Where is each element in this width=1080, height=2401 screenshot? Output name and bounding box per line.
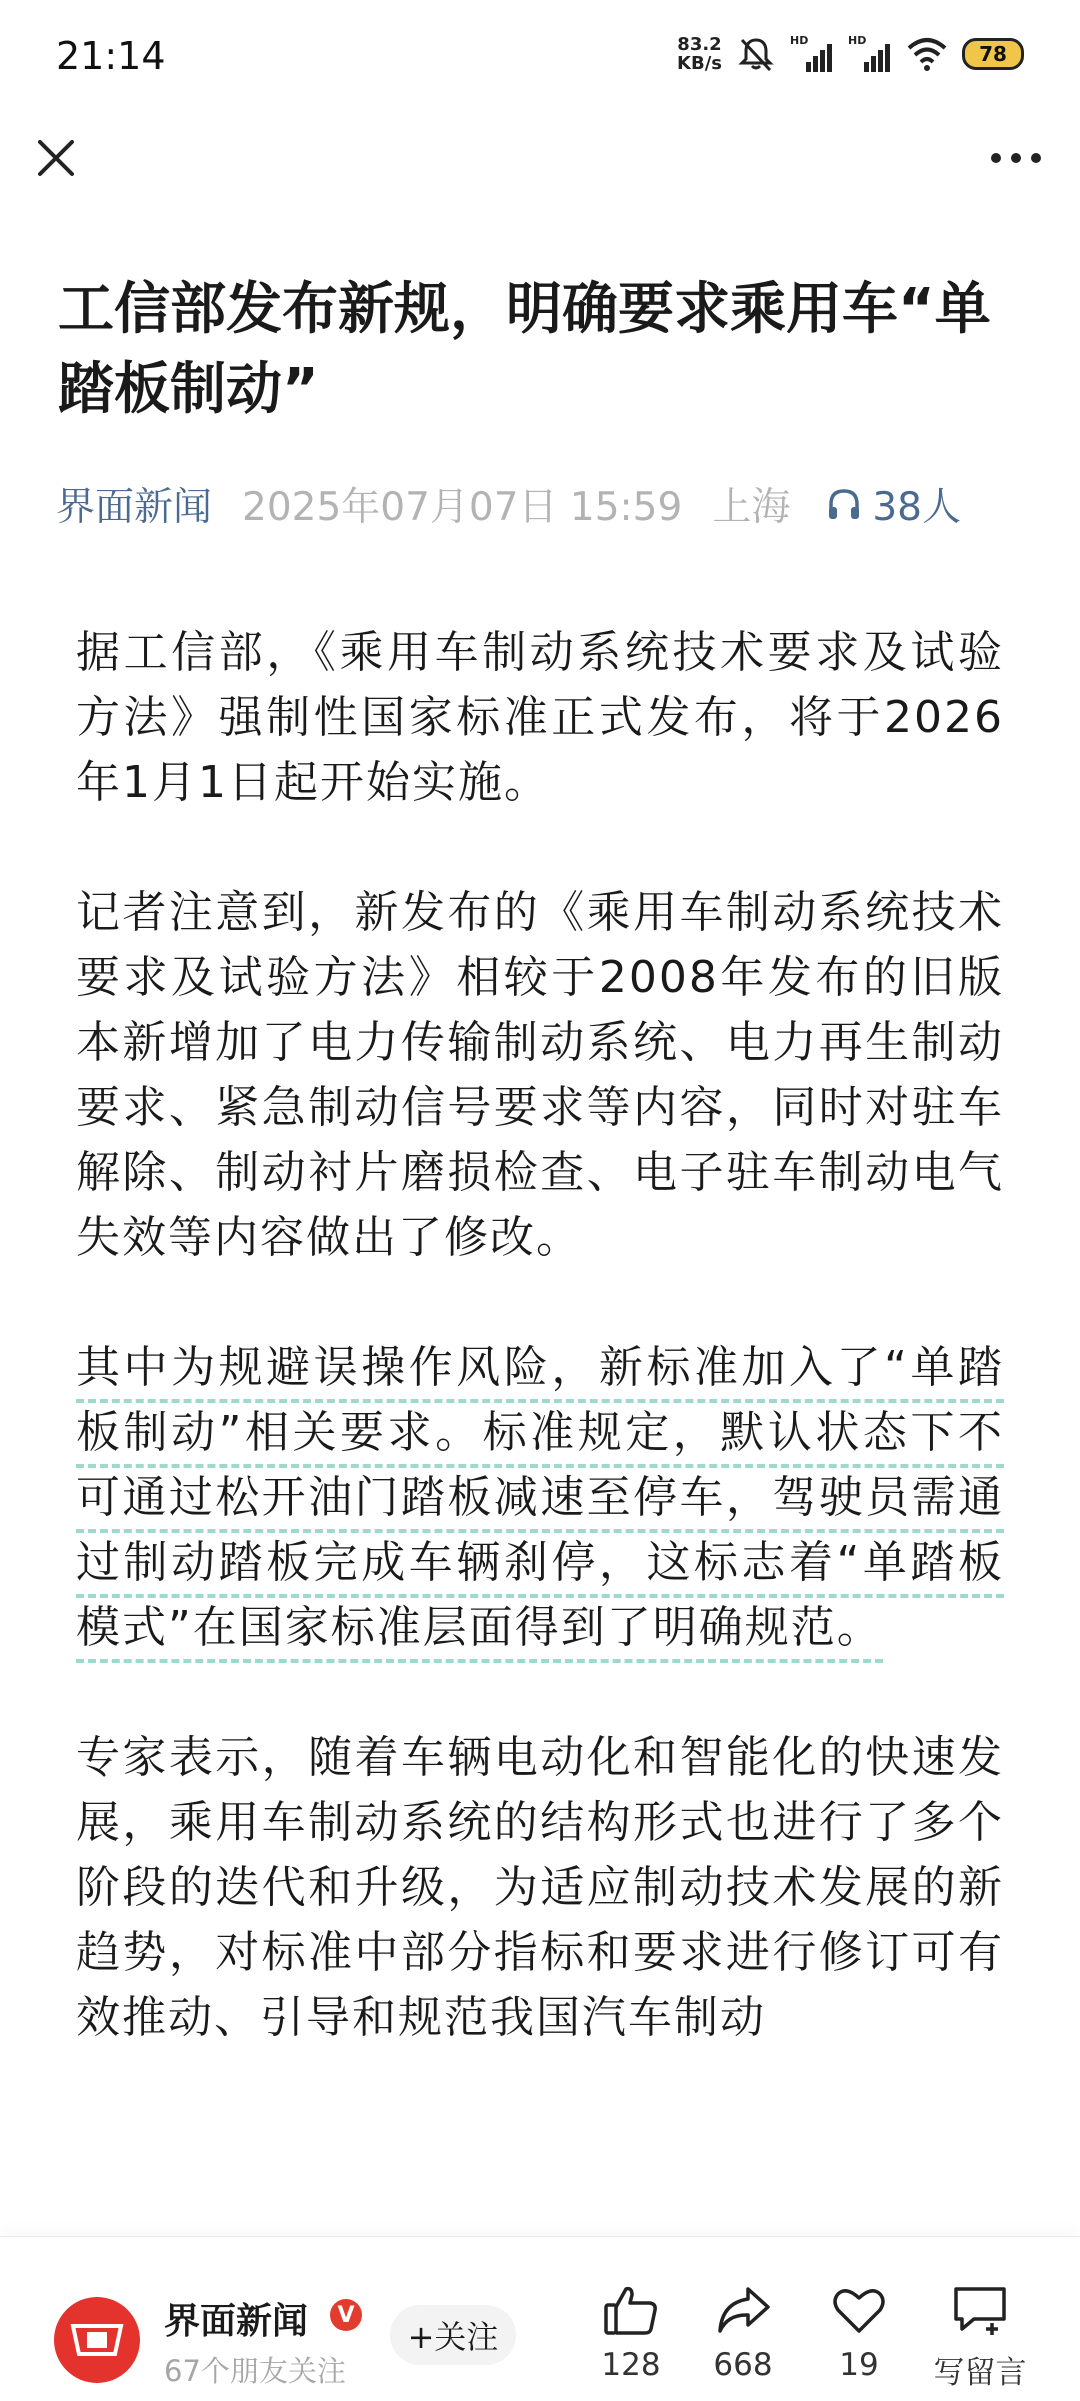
verified-badge-icon: V — [330, 2299, 362, 2331]
article-paragraph: 据工信部，《乘用车制动系统技术要求及试验方法》强制性国家标准正式发布，将于2026年1月1日起开始实施。 — [76, 627, 1004, 808]
more-icon — [980, 130, 1052, 186]
highlighted-paragraph[interactable] — [76, 1335, 1004, 1660]
battery-icon: 78 — [962, 38, 1024, 70]
bottom-bar — [0, 2236, 1080, 2401]
wifi-icon — [906, 36, 948, 72]
status-bar — [0, 0, 1080, 110]
more-button[interactable] — [980, 130, 1052, 186]
article-title: 工信部发布新规，明确要求乘用车“单踏板制动” — [58, 277, 991, 422]
headphones-icon — [826, 486, 862, 522]
net-speed: 83.2 KB/s — [677, 34, 722, 74]
article-source[interactable]: 界面新闻 — [56, 485, 213, 530]
status-time: 21:14 — [56, 34, 166, 78]
listen-button[interactable] — [826, 476, 961, 532]
like-button[interactable] — [576, 2283, 686, 2383]
share-button[interactable] — [688, 2283, 798, 2383]
brand-logo-icon — [69, 2320, 125, 2360]
article-paragraph: 专家表示，随着车辆电动化和智能化的快速发展，乘用车制动系统的结构形式也进行了多个阶段的迭代和升级，为适应制动技术发展的新趋势，对标准中部分指标和要求进行修订可有效推动、引导和规范我国汽车制动 — [76, 1732, 1004, 2043]
avatar[interactable] — [54, 2297, 140, 2383]
article-location: 上海 — [712, 485, 791, 530]
like-count: 128 — [601, 2347, 661, 2383]
close-icon — [28, 130, 84, 186]
svg-text:HD: HD — [848, 34, 867, 47]
favorite-button[interactable] — [804, 2283, 914, 2383]
highlighted-text: 其中为规避误操作风险，新标准加入了“单踏板制动”相关要求。标准规定，默认状态下不可通过松开油门踏板减速至停车，驾驶员需通过制动踏板完成车辆刹停，这标志着“单踏板模式”在国家标准层面得到了明确规范。 — [76, 1342, 1004, 1663]
mute-icon — [736, 34, 776, 74]
article-meta — [56, 474, 961, 534]
follow-button[interactable]: +关注 — [390, 2305, 516, 2365]
signal-icon — [848, 34, 892, 74]
svg-text:HD: HD — [790, 34, 809, 47]
heart-icon — [830, 2283, 888, 2337]
share-icon — [714, 2283, 772, 2337]
share-count: 668 — [713, 2347, 773, 2383]
comment-label: 写留言 — [933, 2355, 1027, 2391]
close-button[interactable] — [28, 130, 84, 186]
comment-add-icon — [950, 2283, 1010, 2337]
thumbs-up-icon — [602, 2283, 660, 2337]
friends-follow-count: 67个朋友关注 — [164, 2354, 346, 2388]
article-date: 2025年07月07日 15:59 — [242, 485, 683, 530]
listener-count: 38人 — [872, 485, 961, 530]
signal-icon — [790, 34, 834, 74]
comment-button[interactable] — [920, 2283, 1040, 2392]
account-name[interactable]: 界面新闻 — [164, 2301, 309, 2342]
article-body — [76, 620, 1004, 2115]
top-bar — [0, 110, 1080, 210]
favorite-count: 19 — [839, 2347, 879, 2383]
article-paragraph: 记者注意到，新发布的《乘用车制动系统技术要求及试验方法》相较于2008年发布的旧版本新增加了电力传输制动系统、电力再生制动要求、紧急制动信号要求等内容，同时对驻车解除、制动衬片磨损检查、电子驻车制动电气失效等内容做出了修改。 — [76, 887, 1004, 1263]
status-icons — [677, 32, 1024, 76]
